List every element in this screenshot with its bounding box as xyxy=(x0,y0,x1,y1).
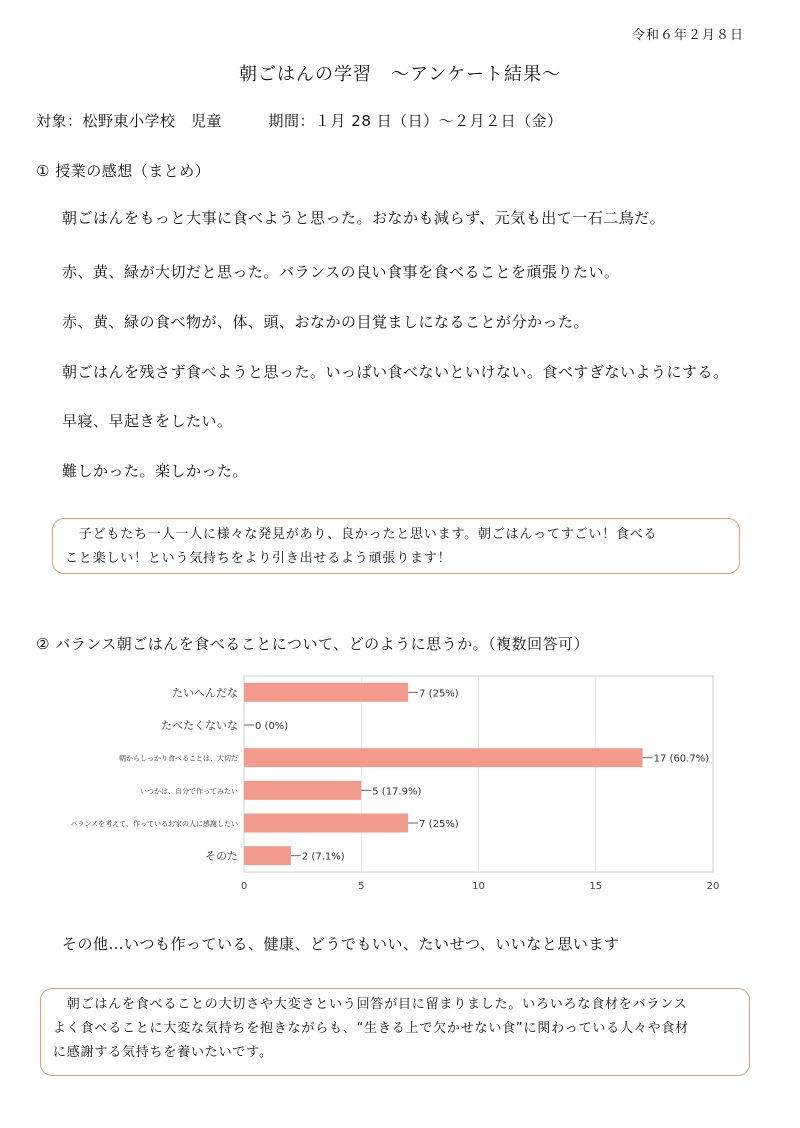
survey-target-period: 対象：松野東小学校 児童 期間：１月 28 日（日）～２月２日（金） xyxy=(36,112,563,130)
section2-heading: ② バランス朝ごはんを食べることについて、どのように思うか。（複数回答可） xyxy=(36,635,590,653)
x-tick-label: 0 xyxy=(240,881,248,892)
category-label: バランスを考えて、作っているお家の人に感謝したい xyxy=(70,820,238,828)
comment-line: 子どもたち一人一人に様々な発見があり、良かったと思います。朝ごはんってすごい！食べる xyxy=(65,527,658,542)
bar xyxy=(244,814,408,833)
x-tick-label: 20 xyxy=(706,881,720,892)
category-label: いつかは、自分で作ってみたい xyxy=(140,787,238,796)
data-label: 7 (25%) xyxy=(419,819,459,830)
survey-bar-chart xyxy=(0,660,800,900)
comment-line: 朝ごはんを食べることの大切さや大変さという回答が目に留まりました。いろいろな食材をバランス xyxy=(53,997,688,1012)
x-tick-label: 5 xyxy=(358,881,365,892)
impression-item: 朝ごはんをもっと大事に食べようと思った。おなかも減らず、元気も出て一石二鳥だ。 xyxy=(62,209,666,227)
data-label: 0 (0%) xyxy=(255,721,289,732)
document-title: 朝ごはんの学習 ～アンケート結果～ xyxy=(239,64,561,85)
bar xyxy=(244,781,361,800)
category-label: そのた xyxy=(205,849,238,863)
impression-item: 早寝、早起きをしたい。 xyxy=(62,412,233,430)
bar xyxy=(244,683,408,702)
x-tick-label: 10 xyxy=(472,881,485,892)
comment-line: に感謝する気持ちを養いたいです。 xyxy=(53,1045,273,1060)
comment-line: こと楽しい！という気持ちをより引き出せるよう頑張ります！ xyxy=(65,551,452,566)
data-label: 17 (60.7%) xyxy=(653,753,710,765)
section1-heading: ① 授業の感想（まとめ） xyxy=(36,162,211,180)
data-label: 2 (7.1%) xyxy=(301,851,345,863)
bar xyxy=(244,748,643,767)
bar xyxy=(244,846,291,865)
impression-item: 朝ごはんを残さず食べようと思った。いっぱい食べないといけない。食べすぎないようにする。 xyxy=(62,363,729,381)
category-label: たいへんだな xyxy=(172,686,238,700)
impression-item: 赤、黄、緑の食べ物が、体、頭、おなかの目覚ましになることが分かった。 xyxy=(62,313,590,331)
other-answers: その他…いつも作っている、健康、どうでもいい、たいせつ、いいなと思います xyxy=(62,935,620,953)
data-label: 5 (17.9%) xyxy=(372,786,422,798)
data-label: 7 (25%) xyxy=(419,688,459,700)
impression-item: 難しかった。楽しかった。 xyxy=(62,462,249,480)
comment-line: よく食べることに大変な気持ちを抱きながらも、“生きる上で欠かせない食”に関わっている人々や食材 xyxy=(53,1021,689,1036)
teacher-comment-box-2 xyxy=(40,988,750,1076)
document-date: 令和６年２月８日 xyxy=(631,28,744,43)
category-label: たべたくないな xyxy=(161,719,238,732)
x-tick-label: 15 xyxy=(589,881,603,892)
teacher-comment-box-1 xyxy=(52,518,740,574)
category-label: 朝からしっかり食べることは、大切だ xyxy=(119,754,238,763)
impression-item: 赤、黄、緑が大切だと思った。バランスの良い食事を食べることを頑張りたい。 xyxy=(62,263,620,281)
